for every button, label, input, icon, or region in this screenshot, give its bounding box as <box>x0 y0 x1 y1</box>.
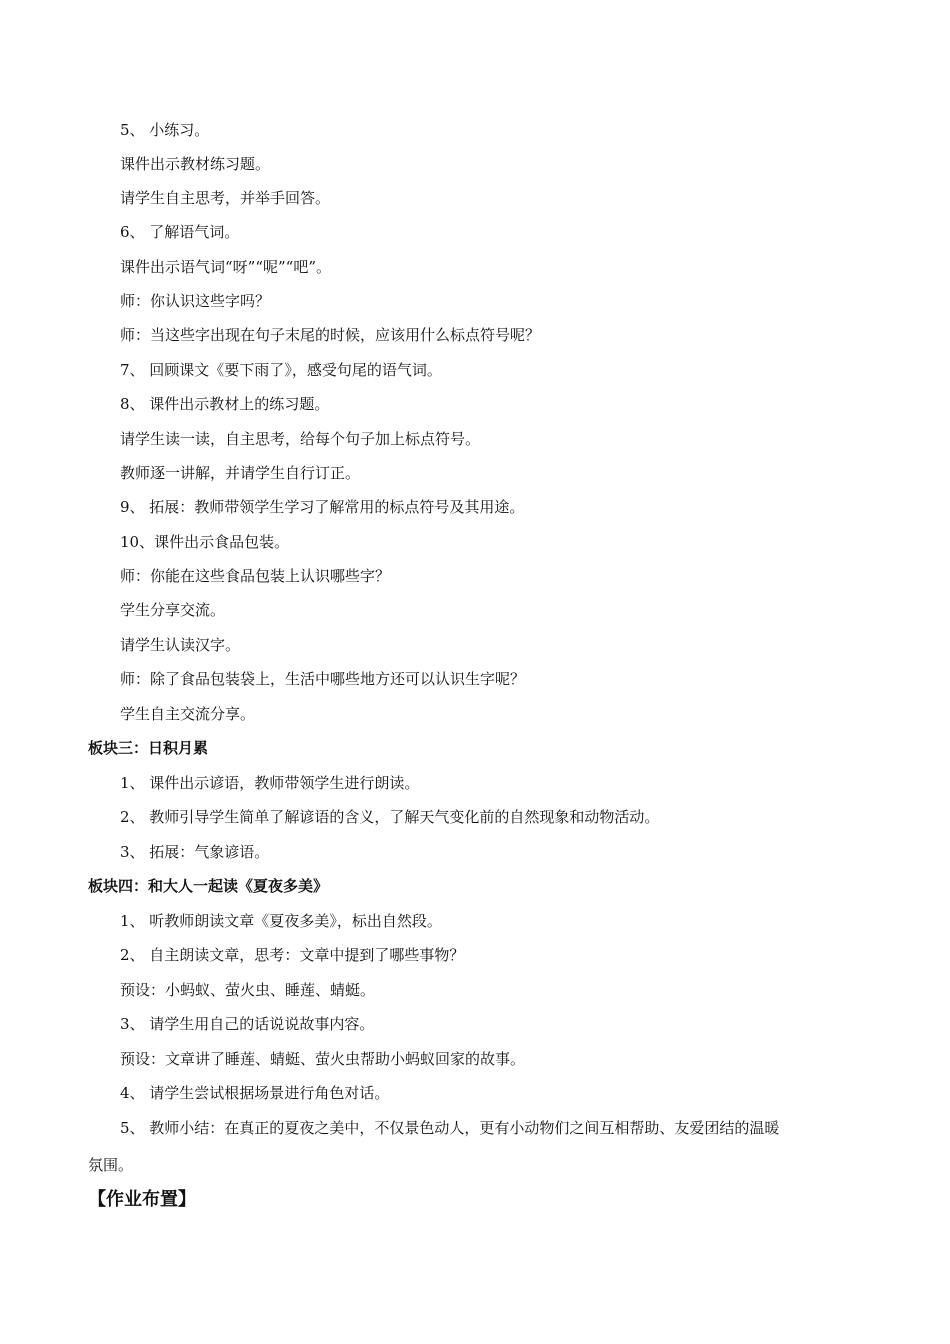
list-item: 1、 课件出示谚语，教师带领学生进行朗读。 <box>120 774 420 792</box>
text-line: 9、 拓展：教师带领学生学习了解常用的标点符号及其用途。 <box>120 498 525 516</box>
list-item: 预设：小蚂蚁、萤火虫、睡莲、蜻蜓。 <box>120 981 376 999</box>
homework-heading: 【作业布置】 <box>88 1189 196 1210</box>
text-line: 请学生读一读，自主思考，给每个句子加上标点符号。 <box>120 430 481 448</box>
text-line: 请学生自主思考，并举手回答。 <box>120 189 331 207</box>
text-line: 学生自主交流分享。 <box>120 705 256 723</box>
list-item: 2、 教师引导学生简单了解谚语的含义，了解天气变化前的自然现象和动物活动。 <box>120 808 660 826</box>
text-line: 10、课件出示食品包装。 <box>120 533 290 551</box>
text-line: 师：你能在这些食品包装上认识哪些字？ <box>120 567 391 585</box>
text-line: 课件出示语气词“呀”“呢”“吧”。 <box>120 258 332 276</box>
text-line: 6、 了解语气词。 <box>120 223 240 241</box>
text-line: 教师逐一讲解，并请学生自行订正。 <box>120 464 361 482</box>
list-item: 4、 请学生尝试根据场景进行角色对话。 <box>120 1084 390 1102</box>
block3-heading: 板块三：日积月累 <box>88 739 209 757</box>
list-item: 5、 教师小结：在真正的夏夜之美中，不仅景色动人，更有小动物们之间互相帮助、友爱团结的温暖 <box>120 1119 780 1137</box>
text-line: 请学生认读汉字。 <box>120 636 241 654</box>
text-line: 师：你认识这些字吗？ <box>120 292 271 310</box>
list-item: 3、 拓展：气象谚语。 <box>120 843 270 861</box>
text-line: 7、 回顾课文《要下雨了》，感受句尾的语气词。 <box>120 361 442 379</box>
list-item: 1、 听教师朗读文章《夏夜多美》，标出自然段。 <box>120 912 442 930</box>
list-item: 2、 自主朗读文章，思考：文章中提到了哪些事物？ <box>120 946 465 964</box>
text-line: 师：当这些字出现在句子末尾的时候，应该用什么标点符号呢？ <box>120 326 541 344</box>
list-item-continuation: 氛围。 <box>88 1156 134 1174</box>
text-line: 课件出示教材练习题。 <box>120 155 271 173</box>
text-line: 8、 课件出示教材上的练习题。 <box>120 395 330 413</box>
list-item: 3、 请学生用自己的话说说故事内容。 <box>120 1015 375 1033</box>
block4-heading: 板块四：和大人一起读《夏夜多美》 <box>88 877 329 895</box>
list-item: 预设：文章讲了睡莲、蜻蜓、萤火虫帮助小蚂蚁回家的故事。 <box>120 1050 526 1068</box>
text-line: 师：除了食品包装袋上，生活中哪些地方还可以认识生字呢？ <box>120 670 526 688</box>
text-line: 学生分享交流。 <box>120 601 226 619</box>
text-line: 5、 小练习。 <box>120 121 210 139</box>
